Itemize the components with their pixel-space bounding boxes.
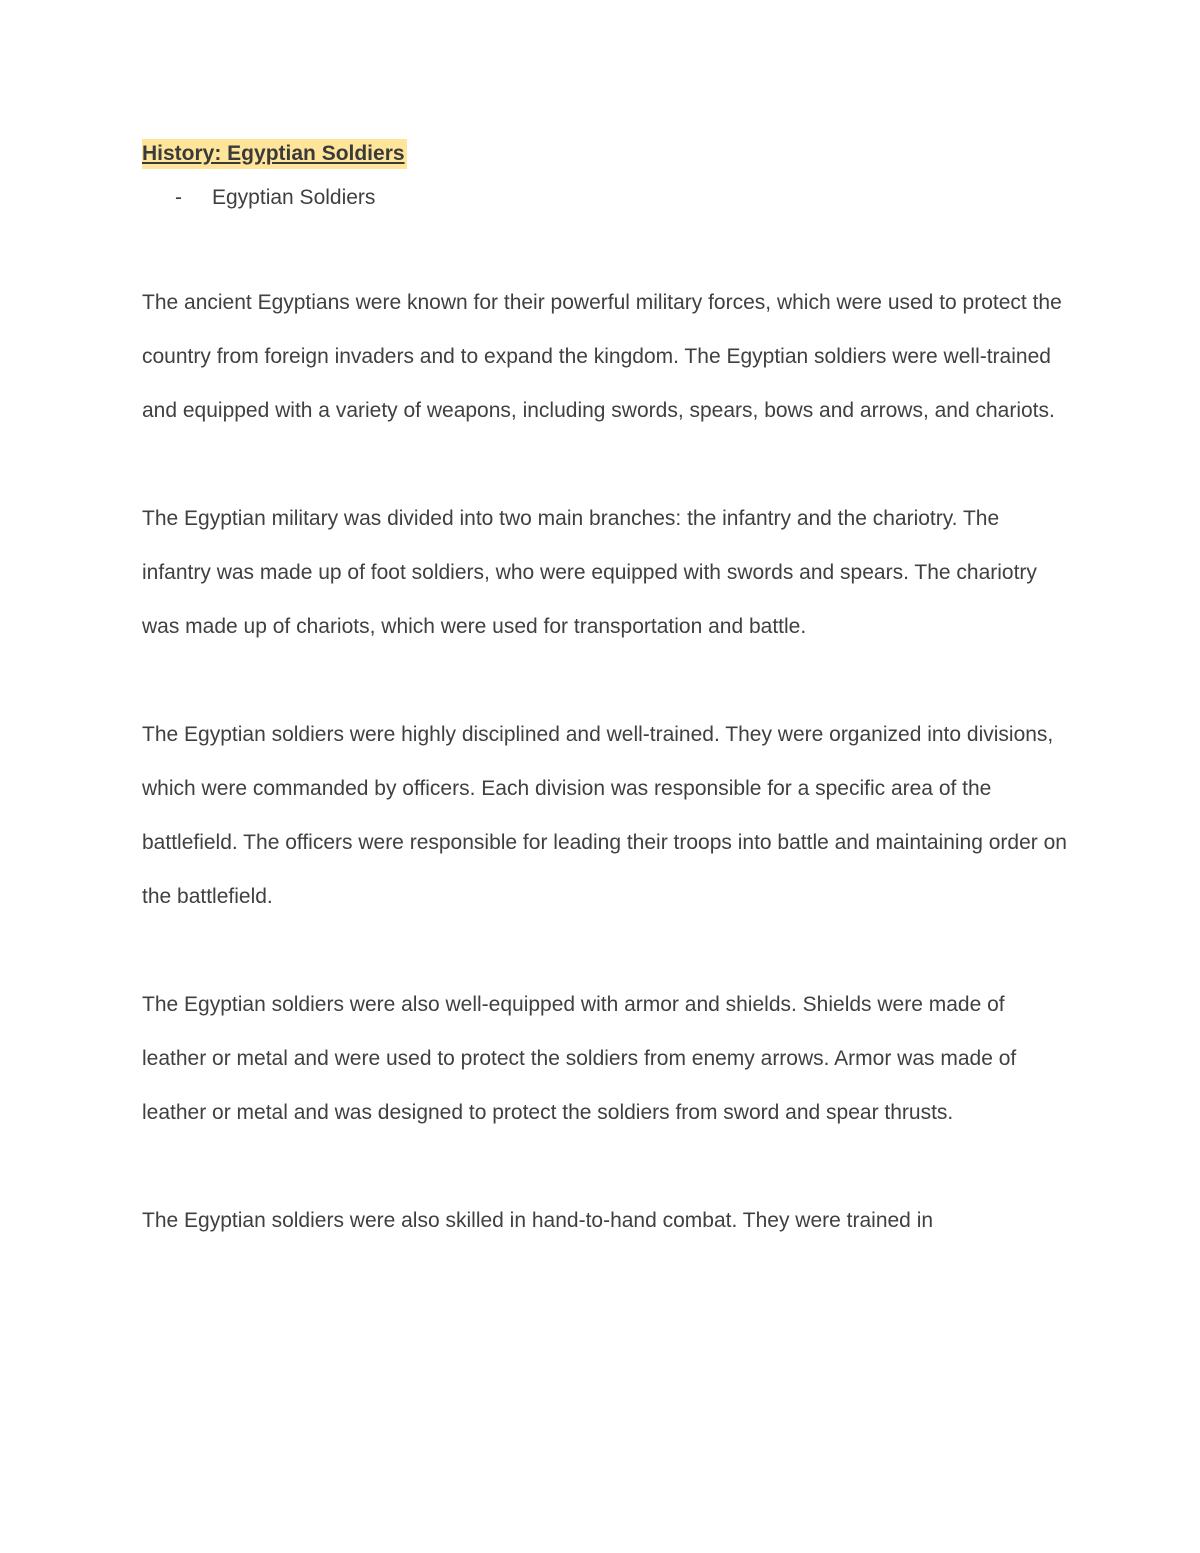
paragraph-4: The Egyptian soldiers were also well-equipped with armor and shields. Shields were made of leather or metal and were used to protect the soldiers from enemy arrows. Armor was made of leather or metal and was designed to protect the soldiers from sword and spear thrusts.	[142, 993, 1017, 1124]
paragraph-1: The ancient Egyptians were known for their powerful military forces, which were used to protect the country from foreign invaders and to expand the kingdom. The Egyptian soldiers were well-trained and equipped with a variety of weapons, including swords, spears, bows and arrows, and chariots.	[142, 291, 1062, 422]
document-title	[142, 139, 1072, 169]
body-text	[142, 276, 1072, 1248]
bullet-marker: -	[175, 186, 182, 209]
paragraph-2: The Egyptian military was divided into two main branches: the infantry and the chariotry. The infantry was made up of foot soldiers, who were equipped with swords and spears. The chariotry was made up of chariots, which were used for transportation and battle.	[142, 507, 1037, 638]
document-content	[142, 139, 1072, 1248]
bullet-text: Egyptian Soldiers	[212, 186, 376, 209]
paragraph-3: The Egyptian soldiers were highly disciplined and well-trained. They were organized into divisions, which were commanded by officers. Each division was responsible for a specific area of the battlefield. The officers were responsible for leading their troops into battle and maintaining order on the battlefield.	[142, 723, 1067, 908]
title-highlight: History: Egyptian Soldiers	[142, 139, 407, 169]
bullet-list	[142, 183, 1072, 213]
list-item	[142, 183, 1072, 213]
paragraph-5: The Egyptian soldiers were also skilled in hand-to-hand combat. They were trained in	[142, 1209, 934, 1232]
